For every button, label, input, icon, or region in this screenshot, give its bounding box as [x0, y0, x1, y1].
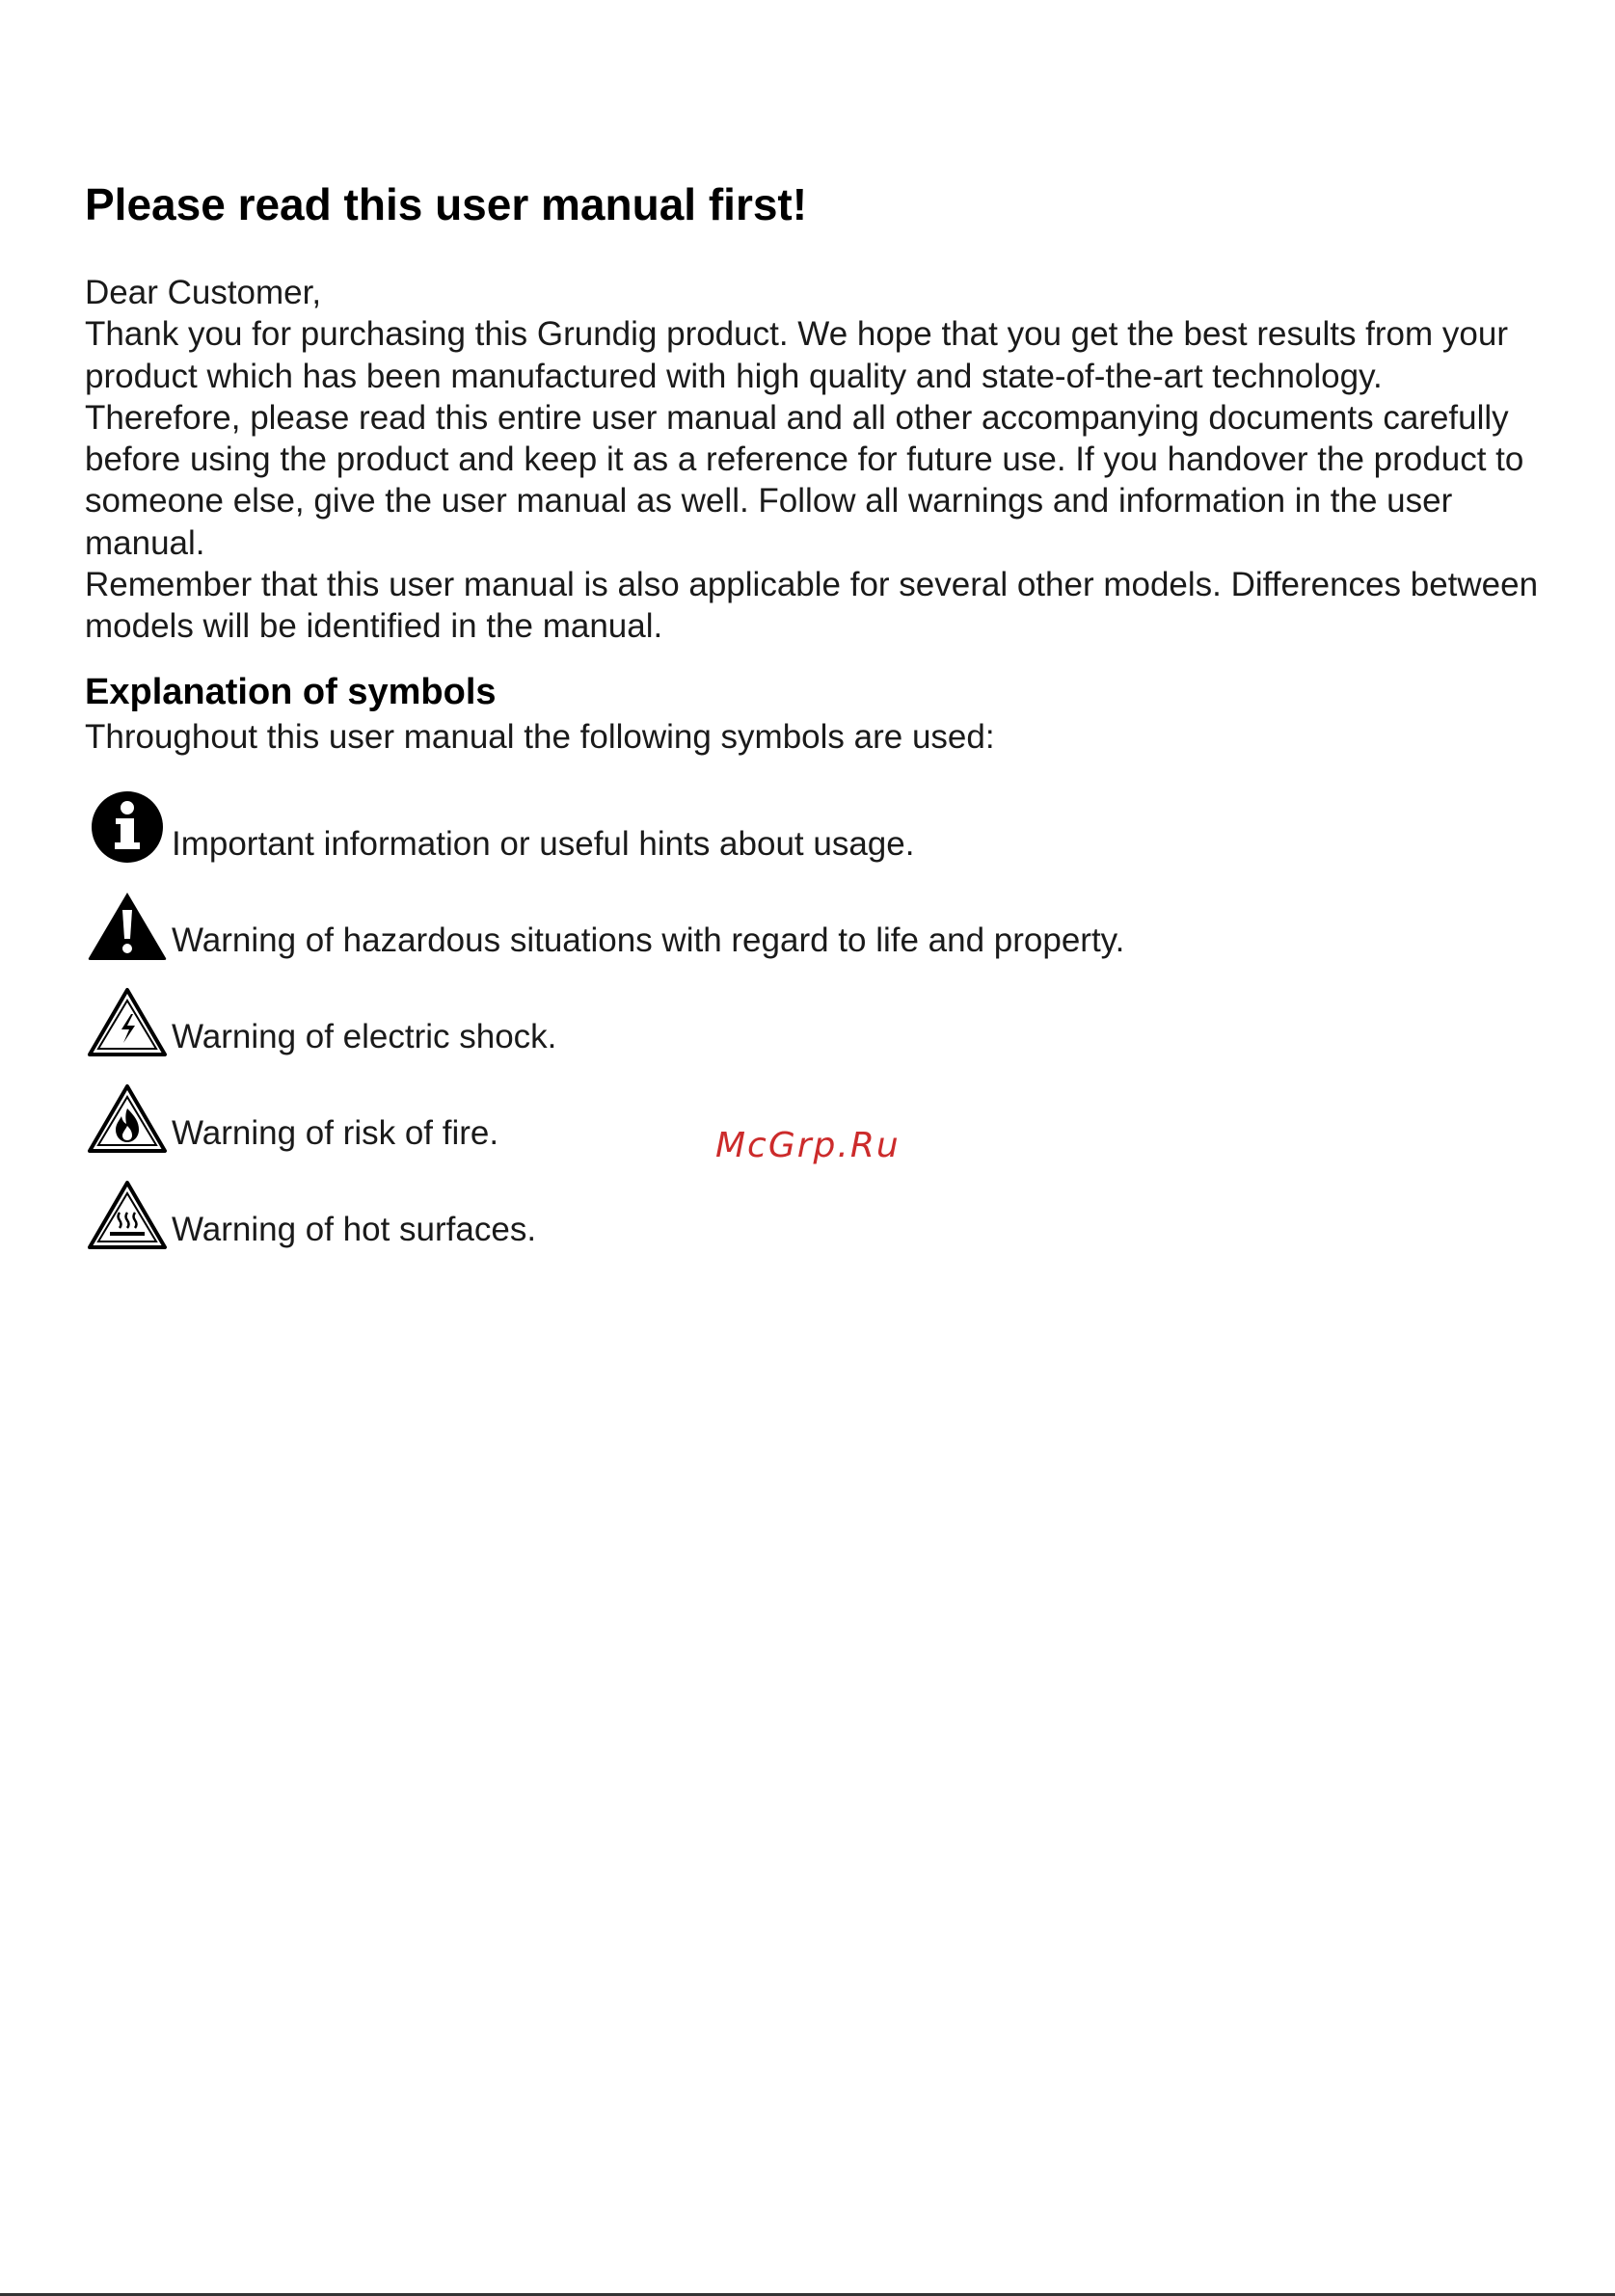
symbol-description: Warning of electric shock.: [172, 1017, 557, 1055]
general-warning-icon: [85, 877, 170, 962]
intro-paragraph: Remember that this user manual is also applicable for several other models. Differences between models will be identified in the manual.: [85, 566, 1539, 646]
hot-surface-icon: [85, 1166, 170, 1251]
fire-risk-icon: [85, 1070, 170, 1155]
info-icon: [85, 781, 170, 866]
symbol-description: Warning of hazardous situations with regard to life and property.: [172, 921, 1125, 959]
symbol-description: Important information or useful hints about usage.: [172, 824, 915, 863]
symbol-description: Warning of risk of fire.: [172, 1113, 499, 1152]
intro-greeting: Dear Customer,: [85, 274, 322, 311]
symbol-item-info: [85, 769, 1541, 866]
intro-paragraph: Thank you for purchasing this Grundig product. We hope that you get the best results from your product which has been manufactured with high quality and state-of-the-art technology. Therefore, please read this entire user manual and all other accompanying documents carefully before using the product and keep it as a reference for future use. If you handover the product to someone else, give the user manual as well. Follow all warnings and information in the user manual.: [85, 315, 1524, 562]
page-title: Please read this user manual first!: [85, 179, 808, 229]
symbols-heading: Explanation of symbols: [85, 671, 497, 712]
electric-shock-icon: [85, 974, 170, 1058]
watermark-text: McGrp.Ru: [715, 1126, 901, 1165]
symbol-item-hot-surface: [85, 1155, 1541, 1251]
symbol-item-electric: [85, 962, 1541, 1058]
symbol-item-warning: [85, 866, 1541, 962]
manual-page: [85, 174, 1541, 1251]
symbol-list: [85, 769, 1541, 1251]
intro-text: [85, 272, 1541, 648]
symbols-intro: Throughout this user manual the following symbols are used:: [85, 717, 995, 756]
symbol-description: Warning of hot surfaces.: [172, 1210, 537, 1248]
